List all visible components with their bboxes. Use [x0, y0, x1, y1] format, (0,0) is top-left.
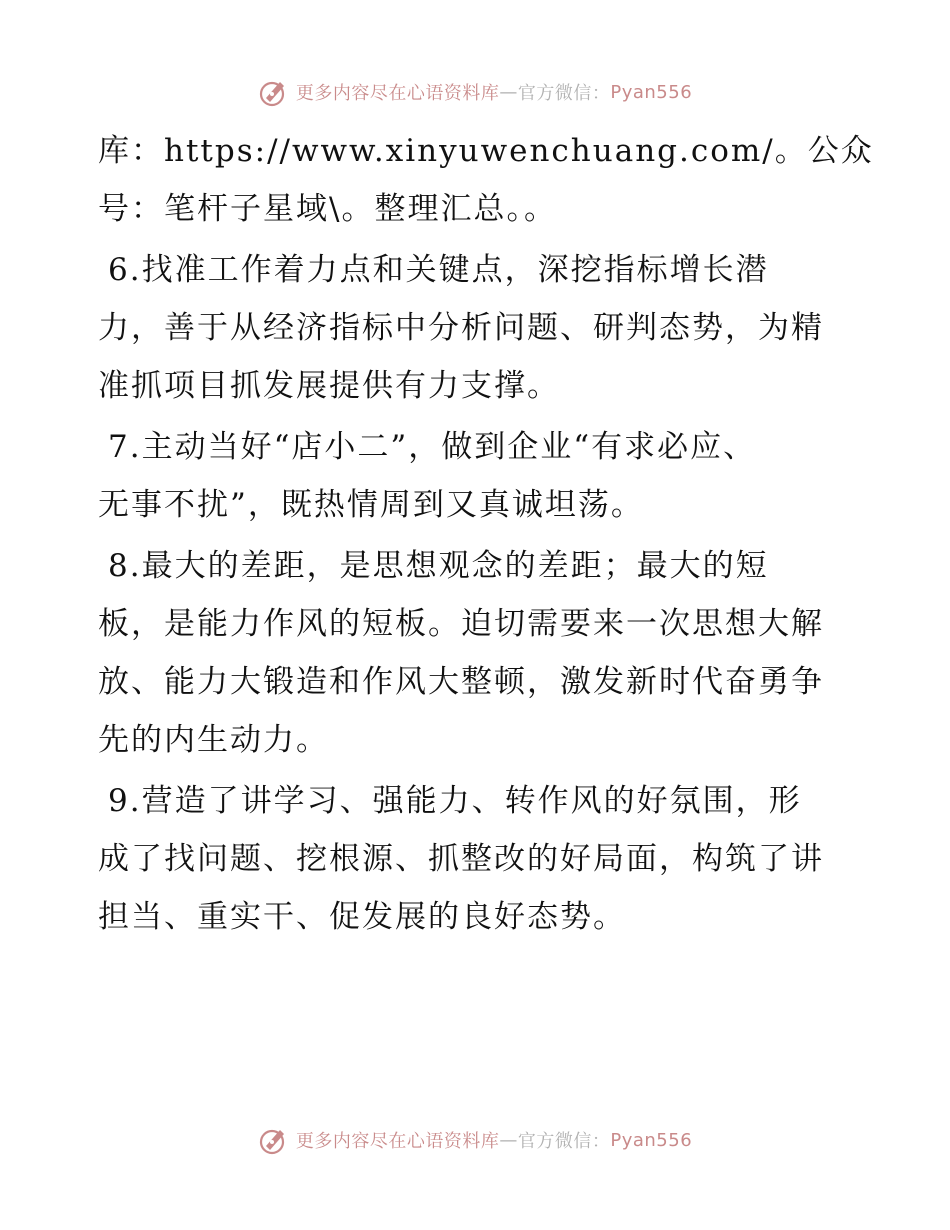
- footer-watermark: [0, 1120, 950, 1160]
- paragraph-item-9: [98, 772, 858, 946]
- text-line: 板，是能力作风的短板。迫切需要来一次思想大解: [98, 606, 824, 642]
- header-watermark: [0, 72, 950, 112]
- paragraph-item-6: [98, 241, 858, 415]
- watermark-suffix: 官方微信：: [517, 83, 611, 104]
- watermark-separator: —: [499, 1129, 518, 1151]
- text-line: 力，善于从经济指标中分析问题、研判态势，为精: [98, 310, 824, 346]
- watermark-account: Pyan556: [610, 1129, 693, 1151]
- text-line: 先的内生动力。: [98, 722, 329, 758]
- text-line: 成了找问题、挖根源、抓整改的好局面，构筑了讲: [98, 841, 824, 877]
- watermark-account: Pyan556: [610, 81, 693, 103]
- text-line: 号：笔杆子星域\。整理汇总。。: [98, 191, 557, 227]
- paragraph: [98, 122, 874, 238]
- paragraph-item-8: [98, 537, 858, 769]
- text-line: 库：https://www.xinyuwenchuang.com/。公众: [98, 133, 874, 169]
- text-line: 准抓项目抓发展提供有力支撑。: [98, 368, 560, 404]
- watermark-separator: —: [499, 81, 518, 103]
- document-body: [98, 122, 874, 949]
- text-line: 8.最大的差距，是思想观念的差距；最大的短: [108, 548, 769, 584]
- text-line: 7.主动当好“店小二”，做到企业“有求必应、: [108, 429, 757, 465]
- text-line: 6.找准工作着力点和关键点，深挖指标增长潜: [108, 252, 769, 288]
- text-line: 担当、重实干、促发展的良好态势。: [98, 899, 626, 935]
- watermark-text: 更多内容尽在心语资料库: [295, 1131, 500, 1152]
- text-line: 放、能力大锻造和作风大整顿，激发新时代奋勇争: [98, 664, 824, 700]
- watermark-suffix: 官方微信：: [517, 1131, 611, 1152]
- pen-nib-logo-icon: [258, 1124, 290, 1156]
- pen-nib-logo-icon: [258, 76, 290, 108]
- paragraph-item-7: [98, 418, 858, 534]
- watermark-text: 更多内容尽在心语资料库: [295, 83, 500, 104]
- text-line: 9.营造了讲学习、强能力、转作风的好氛围，形: [108, 783, 802, 819]
- text-line: 无事不扰”，既热情周到又真诚坦荡。: [98, 487, 644, 523]
